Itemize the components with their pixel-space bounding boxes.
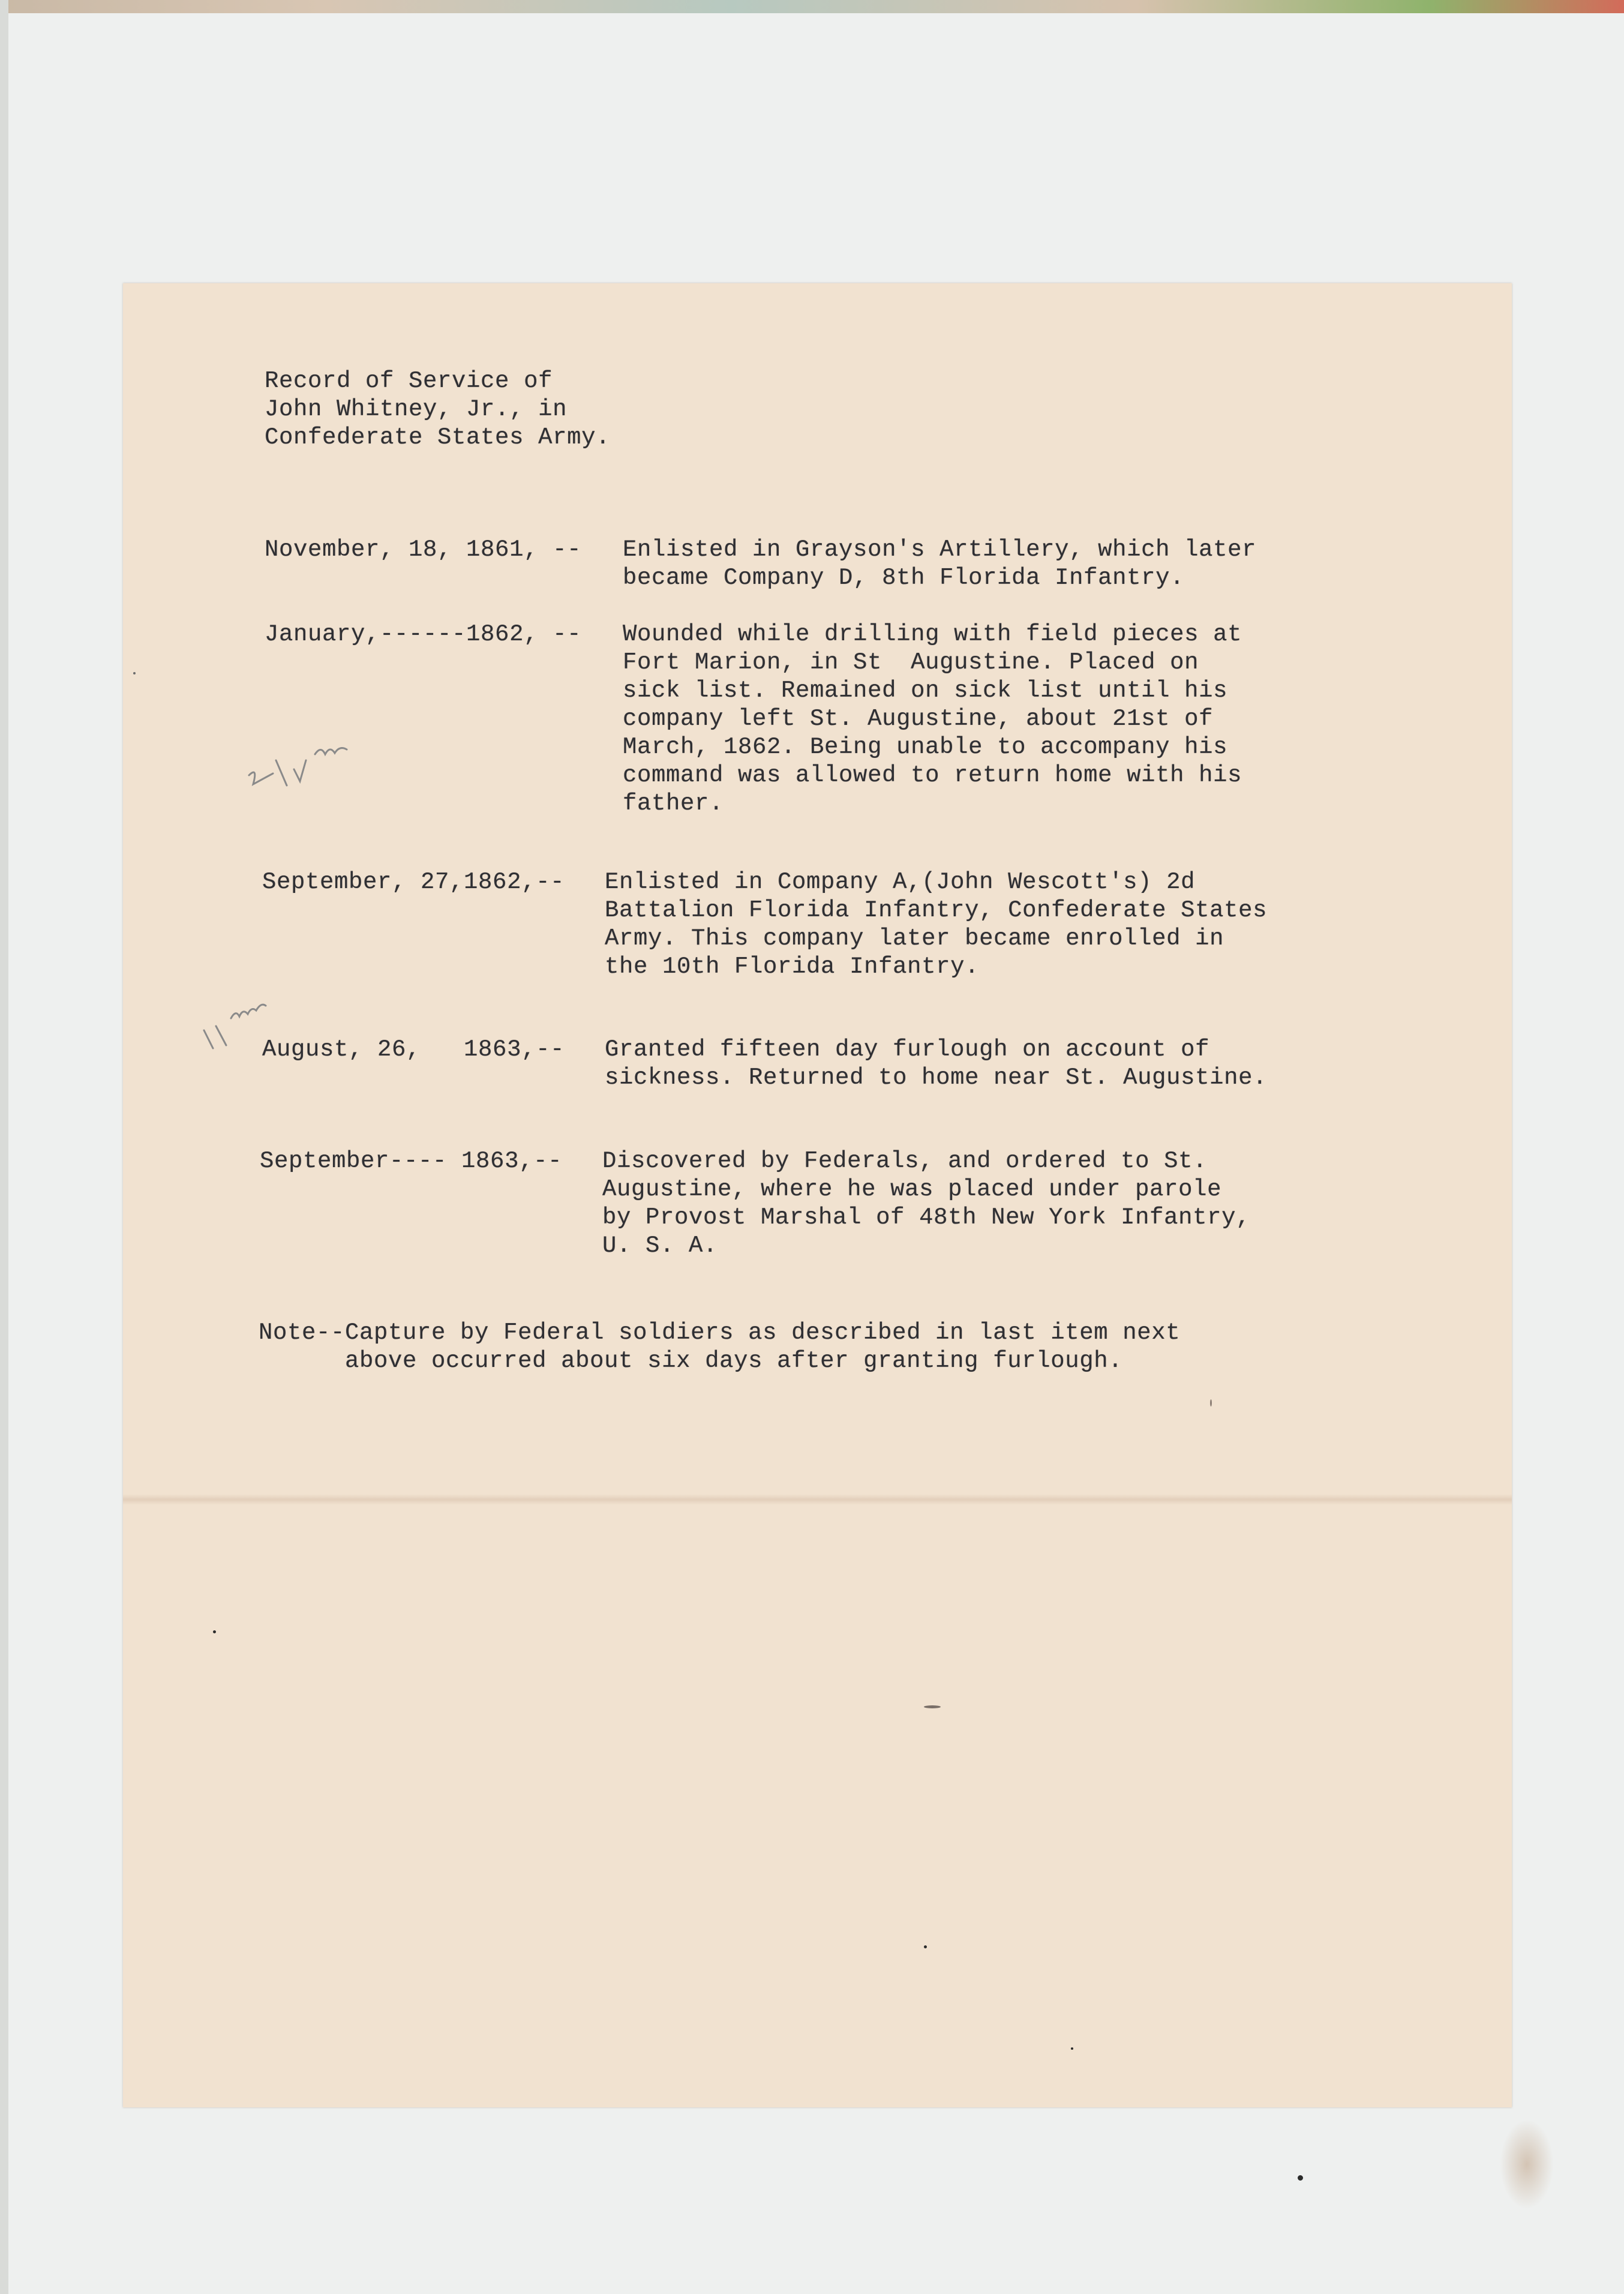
entry-2-line-2: Fort Marion, in St Augustine. Placed on — [623, 649, 1199, 676]
title-line-3: Confederate States Army. — [265, 424, 611, 451]
entry-2-line-7: father. — [623, 790, 724, 817]
paper-mark — [924, 1945, 927, 1948]
entry-2-date: January,------1862, -- — [265, 621, 582, 647]
entry-5-line-4: U. S. A. — [602, 1233, 718, 1259]
entry-4-line-2: sickness. Returned to home near St. Augustine. — [605, 1064, 1268, 1091]
note-line-2: above occurred about six days after granting furlough. — [259, 1348, 1123, 1374]
paper-mark — [924, 1705, 941, 1708]
paper-stain — [1500, 2119, 1554, 2209]
fold-crease — [123, 1494, 1512, 1505]
entry-3-line-2: Battalion Florida Infantry, Confederate States — [605, 897, 1268, 923]
entry-3-date: September, 27,1862,-- — [262, 869, 565, 895]
entry-5-line-1: Discovered by Federals, and ordered to St. — [602, 1148, 1208, 1174]
scan-top-edge — [0, 0, 1624, 13]
entry-4-line-1: Granted fifteen day furlough on account of — [605, 1036, 1210, 1063]
entry-5-date: September---- 1863,-- — [260, 1148, 563, 1174]
entry-2-line-5: March, 1862. Being unable to accompany his — [623, 734, 1228, 760]
scan-speck — [133, 672, 136, 674]
paper-mark — [1210, 1399, 1212, 1407]
paper-mark — [1071, 2047, 1073, 2050]
entry-2-line-3: sick list. Remained on sick list until his — [623, 677, 1228, 704]
pencil-mark-1 — [240, 718, 384, 802]
entry-1-line-1: Enlisted in Grayson's Artillery, which later — [623, 536, 1257, 563]
entry-3-line-3: Army. This company later became enrolled in — [605, 925, 1224, 952]
entry-5-line-3: by Provost Marshal of 48th New York Infantry, — [602, 1204, 1251, 1231]
entry-3-line-1: Enlisted in Company A,(John Wescott's) 2d — [605, 869, 1196, 895]
paper-mark — [213, 1630, 216, 1633]
entry-1-date: November, 18, 1861, -- — [265, 536, 582, 563]
entry-4-date: August, 26, 1863,-- — [262, 1036, 565, 1063]
scan-left-edge — [0, 0, 8, 2294]
document-page — [123, 283, 1512, 2107]
entry-2-line-4: company left St. Augustine, about 21st of — [623, 706, 1214, 732]
entry-1-line-2: became Company D, 8th Florida Infantry. — [623, 565, 1185, 591]
title-line-2: John Whitney, Jr., in — [265, 396, 568, 422]
note-line-1: Note--Capture by Federal soldiers as described in last item next — [259, 1320, 1181, 1346]
scan-speck — [1298, 2175, 1303, 2181]
title-line-1: Record of Service of — [265, 368, 553, 394]
entry-5-line-2: Augustine, where he was placed under parole — [602, 1176, 1222, 1203]
entry-2-line-6: command was allowed to return home with his — [623, 762, 1242, 788]
entry-3-line-4: the 10th Florida Infantry. — [605, 953, 980, 980]
pencil-mark-2 — [189, 973, 333, 1057]
entry-2-line-1: Wounded while drilling with field pieces at — [623, 621, 1242, 647]
